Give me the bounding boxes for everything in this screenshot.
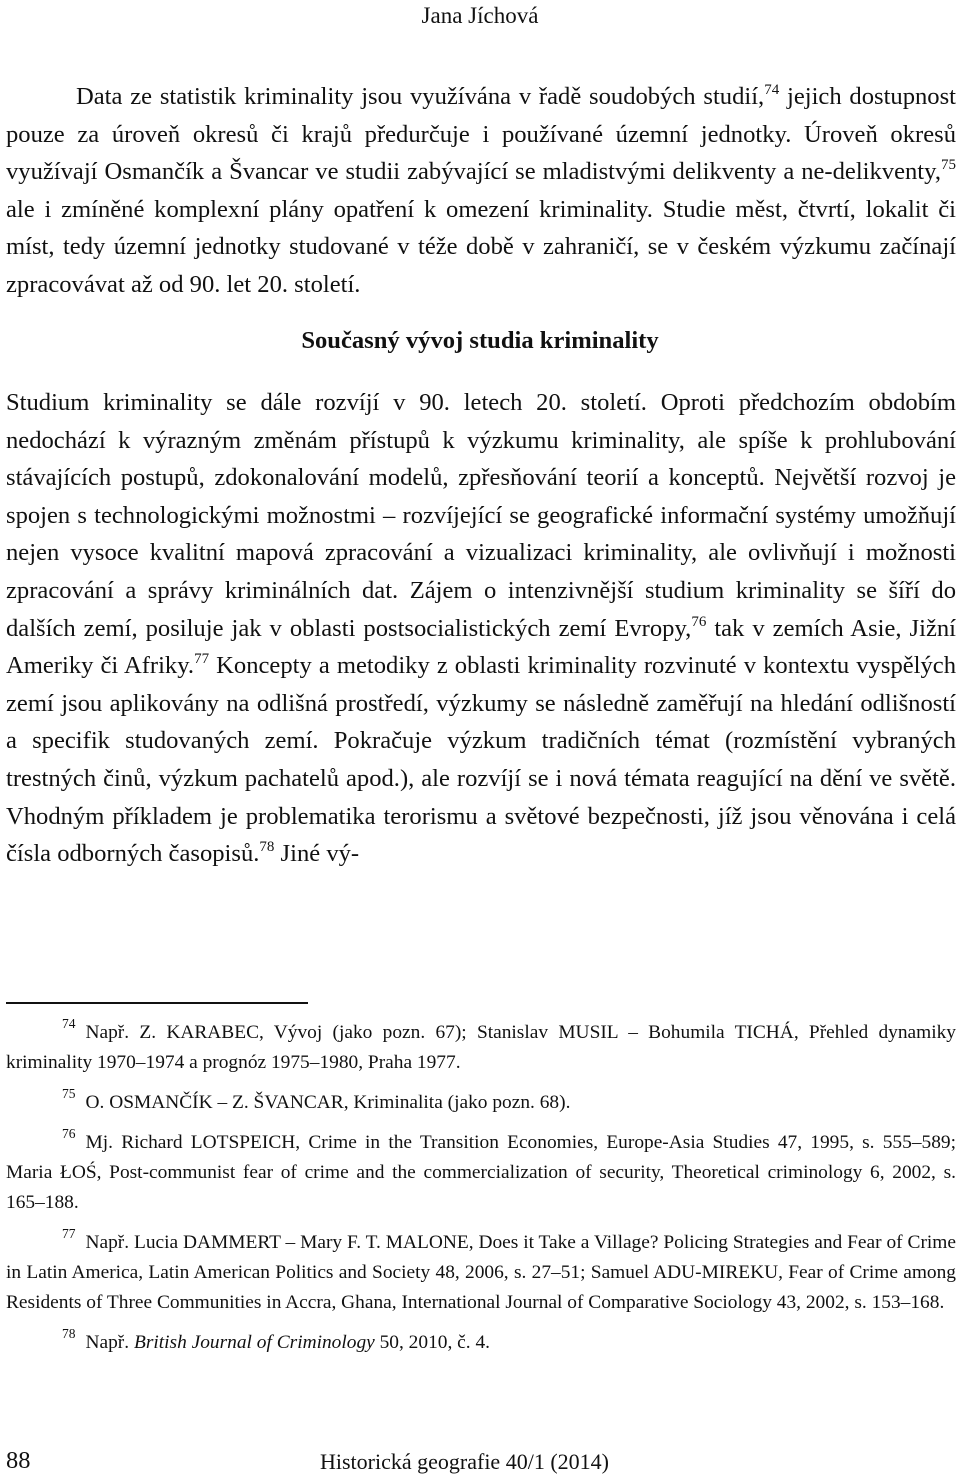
- footnote-reference[interactable]: 78: [259, 839, 275, 856]
- footnote-number: 74: [62, 1016, 76, 1031]
- footnote-78: [6, 1328, 956, 1358]
- footnote-reference[interactable]: 77: [194, 651, 210, 668]
- paragraph-text: ale i zmíněné komplexní plány opatření k omezení kriminality. Studie měst, čtvrtí, lokalit či míst, tedy územní jednotky studované v téže době v zahraničí, se v českém výzkumu začínají zpracovávat až od 90. let 20. století.: [6, 195, 956, 298]
- footnote-number: 77: [62, 1226, 76, 1241]
- footnotes-section: [6, 1018, 956, 1368]
- paragraph-data-sources: [6, 78, 956, 304]
- footnote-number: 78: [62, 1326, 76, 1341]
- footnote-reference[interactable]: 75: [941, 157, 956, 174]
- footnote-75: [6, 1088, 956, 1118]
- journal-title: British Journal of Criminology: [133, 1332, 375, 1353]
- footnote-number: 76: [62, 1126, 76, 1141]
- paragraph-text: Studium kriminality se dále rozvíjí v 90. letech 20. století. Oproti předchozím obdobím nedochází k výrazným změnám přístupů k výzkumu kriminality, ale spíše k prohlubování stávajících postupů, zdokonalování modelů, zpřesňování teorií a konceptů. Největší rozvoj je spojen s technologickými možnostmi – rozvíjející se geografické informační systémy umožňují nejen vysoce kvalitní mapová zpracování a vizualizaci kriminality, ale ovlivňují i možnosti zpracování a správy kriminálních dat. Zájem o intenzivnější studium kriminality se šíří do dalších zemí, posiluje jak v oblasti postsocialistických zemí Evropy,: [6, 389, 956, 642]
- footnote-reference[interactable]: 76: [691, 613, 707, 630]
- footnote-76: [6, 1128, 956, 1218]
- footnote-text: Např. Z. KARABEC, Vývoj (jako pozn. 67); Stanislav MUSIL – Bohumila TICHÁ, Přehled dynamiky kriminality 1970–1974 a prognóz 1975–1980, Praha 1977.: [6, 1022, 956, 1073]
- paragraph-current-development: [6, 384, 956, 873]
- footnote-text: 50, 2010, č. 4.: [374, 1332, 491, 1353]
- footnote-text: Např.: [85, 1332, 134, 1353]
- footnote-text: Mj. Richard LOTSPEICH, Crime in the Transition Economies, Europe-Asia Studies 47, 1995, s. 555–589; Maria ŁOŚ, Post-communist fear of crime and the commercialization of security, Theoretical criminology 6, 2002, s. 165–188.: [6, 1132, 956, 1213]
- paragraph-text: jejich dostupnost pouze za úroveň okresů či krajů předurčuje i používané územní jednotky. Úroveň okresů využívají Osmančík a Švancar ve studii zabývající se mladistvými delikventy a ne-delikventy,: [6, 83, 956, 186]
- paragraph-text: Koncepty a metodiky z oblasti kriminality rozvinuté v kontextu vyspělých zemí jsou aplikovány na odlišná prostředí, výzkumy se následně zaměřují na hledání odlišností a specifik studovaných zemí. Pokračuje výzkum tradičních témat (rozmístění vybraných trestných činů, výzkum pachatelů apod.), ale rozvíjí se i nová témata reagující na dění ve světě. Vhodným příkladem je problematika terorismu a světové bezpečnosti, jíž jsou věnována i celá čísla odborných časopisů.: [6, 652, 956, 868]
- page-number: 88: [6, 1447, 31, 1474]
- paragraph-text: Data ze statistik kriminality jsou využívána v řadě soudobých studií,: [76, 83, 765, 110]
- paragraph-text: tak v zemích Asie, Jižní Ameriky či Afriky.: [6, 614, 956, 680]
- footnote-reference[interactable]: 74: [764, 82, 780, 98]
- footnote-text: O. OSMANČÍK – Z. ŠVANCAR, Kriminalita (jako pozn. 68).: [85, 1092, 571, 1113]
- paragraph-text: Jiné vý-: [274, 840, 360, 868]
- footnote-77: [6, 1228, 956, 1318]
- section-heading: Současný vývoj studia kriminality: [301, 327, 659, 354]
- footnote-text: Např. Lucia DAMMERT – Mary F. T. MALONE, Does it Take a Village? Policing Strategies and Fear of Crime in Latin America, Latin American Politics and Society 48, 2006, s. 27–51; Samuel ADU-MIREKU, Fear of Crime among Residents of Three Communities in Accra, Ghana, International Journal of Comparative Sociology 43, 2002, s. 153–168.: [6, 1232, 956, 1313]
- footnote-separator: [6, 1002, 308, 1004]
- footnote-number: 75: [62, 1086, 76, 1101]
- journal-citation: Historická geografie 40/1 (2014): [320, 1449, 609, 1474]
- running-header-author: Jana Jíchová: [421, 3, 539, 28]
- footnote-74: [6, 1018, 956, 1078]
